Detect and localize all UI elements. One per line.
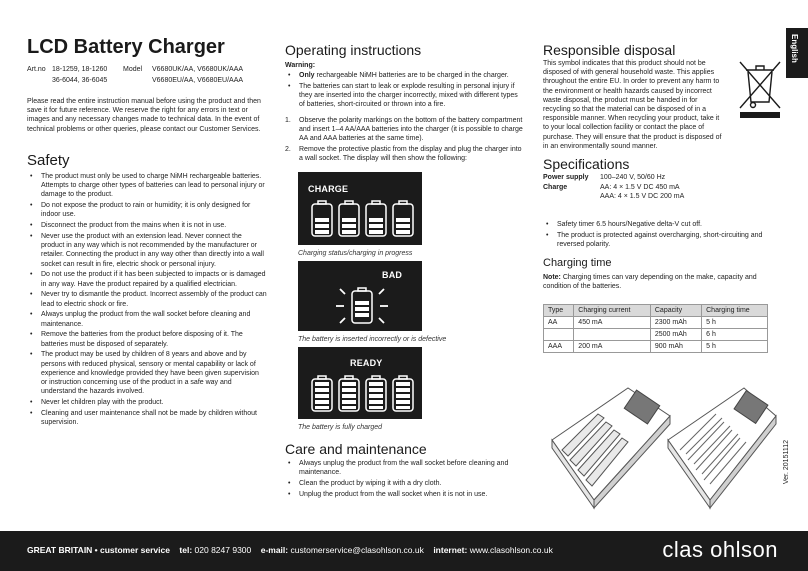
list-item: • The batteries can start to leak or explode resulting in personal injury if they are inserted into the charger incorrectly, mixed with different types of batteries, short-circuited or thrown into a fire.	[285, 82, 525, 110]
charge-label: CHARGE	[308, 184, 349, 194]
list-item: • Never let children play with the product.	[27, 398, 267, 407]
footer-contact: GREAT BRITAIN • customer service tel: 020 8247 9300 e-mail: customerservice@clasohlson.co.uk internet: www.clasohlson.co.uk	[27, 545, 553, 555]
battery-icons	[298, 172, 422, 245]
table-row: AA 450 mA 2300 mAh 5 h	[544, 317, 768, 329]
charging-time-note: Note: Charging times can vary depending on the make, capacity and condition of the batteries.	[543, 274, 757, 291]
charging-time-table	[543, 304, 768, 353]
table-row: 2500 mAh 6 h	[544, 329, 768, 341]
list-item: • The product is protected against overcharging, short-circuiting and reversed polarity.	[543, 231, 768, 249]
brand-logo: clas ohlson	[662, 537, 778, 562]
safety-list	[27, 172, 267, 429]
version-label: Ver. 20151112	[783, 440, 790, 485]
list-item: • Only rechargeable NiMH batteries are to be charged in the charger.	[285, 71, 525, 80]
care-heading: Care and maintenance	[285, 441, 427, 457]
charging-time-heading: Charging time	[543, 257, 612, 269]
bad-label: BAD	[382, 270, 403, 280]
charger-illustration	[540, 380, 780, 520]
list-item: • Disconnect the product from the mains when it is not in use.	[27, 221, 267, 230]
table-row: Charge AA: 4 × 1.5 V DC 450 mA AAA: 4 × 1.5 V DC 200 mA	[543, 184, 685, 200]
list-item: • Do not expose the product to rain or humidity; it is only designed for indoor use.	[27, 201, 267, 219]
list-item: • Never try to dismantle the product. Incorrect assembly of the product can lead to electric shock or fire.	[27, 290, 267, 308]
table-row: AAA 200 mA 900 mAh 5 h	[544, 341, 768, 353]
list-item: • Always unplug the product from the wall socket before cleaning and maintenance.	[285, 459, 525, 477]
specs-table	[543, 174, 684, 203]
disposal-heading: Responsible disposal	[543, 42, 676, 58]
article-numbers: Art.no	[27, 66, 46, 73]
list-item: • Safety timer 6.5 hours/Negative delta-V cut off.	[543, 220, 768, 229]
list-item: 2. Remove the protective plastic from the display and plug the charger into a wall socket. The display will then show the following:	[285, 146, 522, 163]
intro-text: Please read the entire instruction manual before using the product and then save it for future reference. We reserve the right for any errors in text or images and any necessary changes made to technical data. In the event of technical problems or other queries, please contact our Customer Services.	[27, 98, 261, 133]
list-item: • Unplug the product from the wall socket when it is not in use.	[285, 490, 525, 499]
list-item: • Remove the batteries from the product before disposing of it. The batteries must be disposed of separately.	[27, 330, 267, 348]
list-item: • The product must only be used to charge NiMH rechargeable batteries. Attempts to charge other types of batteries can lead to personal injury or damage to the product.	[27, 172, 267, 200]
specs-heading: Specifications	[543, 156, 630, 172]
warning-list	[285, 71, 525, 111]
weee-bin-icon	[736, 58, 784, 120]
care-list	[285, 459, 525, 501]
operating-heading: Operating instructions	[285, 42, 422, 58]
bad-display-panel	[298, 261, 422, 331]
article-number-values: 18-1259, 18-1260 36-6044, 36-6045	[52, 66, 108, 84]
model-label: Model	[123, 66, 143, 73]
footer-website-link[interactable]: www.clasohlson.co.uk	[469, 545, 553, 555]
ready-caption: The battery is fully charged	[298, 424, 383, 431]
battery-full-icons	[298, 347, 422, 419]
page-title: LCD Battery Charger	[27, 36, 225, 58]
steps-list	[285, 116, 525, 165]
specs-list	[543, 220, 768, 251]
bad-caption: The battery is inserted incorrectly or is defective	[298, 336, 447, 343]
list-item: • Always unplug the product from the wall socket before cleaning and maintenance.	[27, 310, 267, 328]
charge-display-panel	[298, 172, 422, 245]
list-item: • Never use the product with an extension lead. Never connect the product in any way which is not recommended by the manufacturer or retailer. Connecting the product in any way other than directly into a wall socket can result in fire, electric shock or personal injury.	[27, 232, 267, 269]
charge-caption: Charging status/charging in progress	[298, 250, 413, 257]
footer-email-link[interactable]: customerservice@clasohlson.co.uk	[290, 545, 424, 555]
model-values: V6680UK/AA, V6680UK/AAA V6680EU/AA, V6680EU/AAA	[152, 66, 244, 84]
ready-display-panel	[298, 347, 422, 419]
list-item: • Cleaning and user maintenance shall not be made by children without supervision.	[27, 409, 267, 427]
disposal-text: This symbol indicates that this product should not be disposed of with general household waste. This applies throughout the entire EU. In order to prevent any harm to the environment or health hazards caused by incorrect waste disposal, the product must be handed in for recycling so that the material can be disposed of in a responsible manner. When recycling your product, take it to your local collection facility or contact the place of purchase. They will ensure that the product is disposed of in an environmentally sound manner.	[543, 60, 722, 150]
footer-bar	[0, 531, 808, 571]
table-header-row: Type Charging current Capacity Charging time	[544, 305, 768, 317]
footer-phone[interactable]: 020 8247 9300	[194, 545, 252, 555]
ready-label: READY	[350, 358, 383, 368]
language-tab: English	[786, 28, 808, 78]
list-item: • Do not use the product if it has been subjected to impacts or is damaged in any way. Have the product repaired by a qualified electrician.	[27, 270, 267, 288]
battery-warning-icon	[298, 261, 422, 331]
list-item: • The product may be used by children of 8 years and above and by persons with reduced physical, sensory or mental capability or lack of experience and knowledge provided they have been given supervision or instruction concerning use of the product in a safe way and understand the hazards involved.	[27, 350, 267, 396]
warning-label: Warning:	[285, 62, 316, 69]
safety-heading: Safety	[27, 152, 70, 169]
list-item: • Clean the product by wiping it with a dry cloth.	[285, 479, 525, 488]
list-item: 1. Observe the polarity markings on the bottom of the battery compartment and insert 1–4 AA/AAA batteries into the charger (it is possible to charge AA and AAA batteries at the same time).	[285, 117, 523, 143]
table-row: Power supply 100–240 V, 50/60 Hz	[543, 174, 666, 181]
